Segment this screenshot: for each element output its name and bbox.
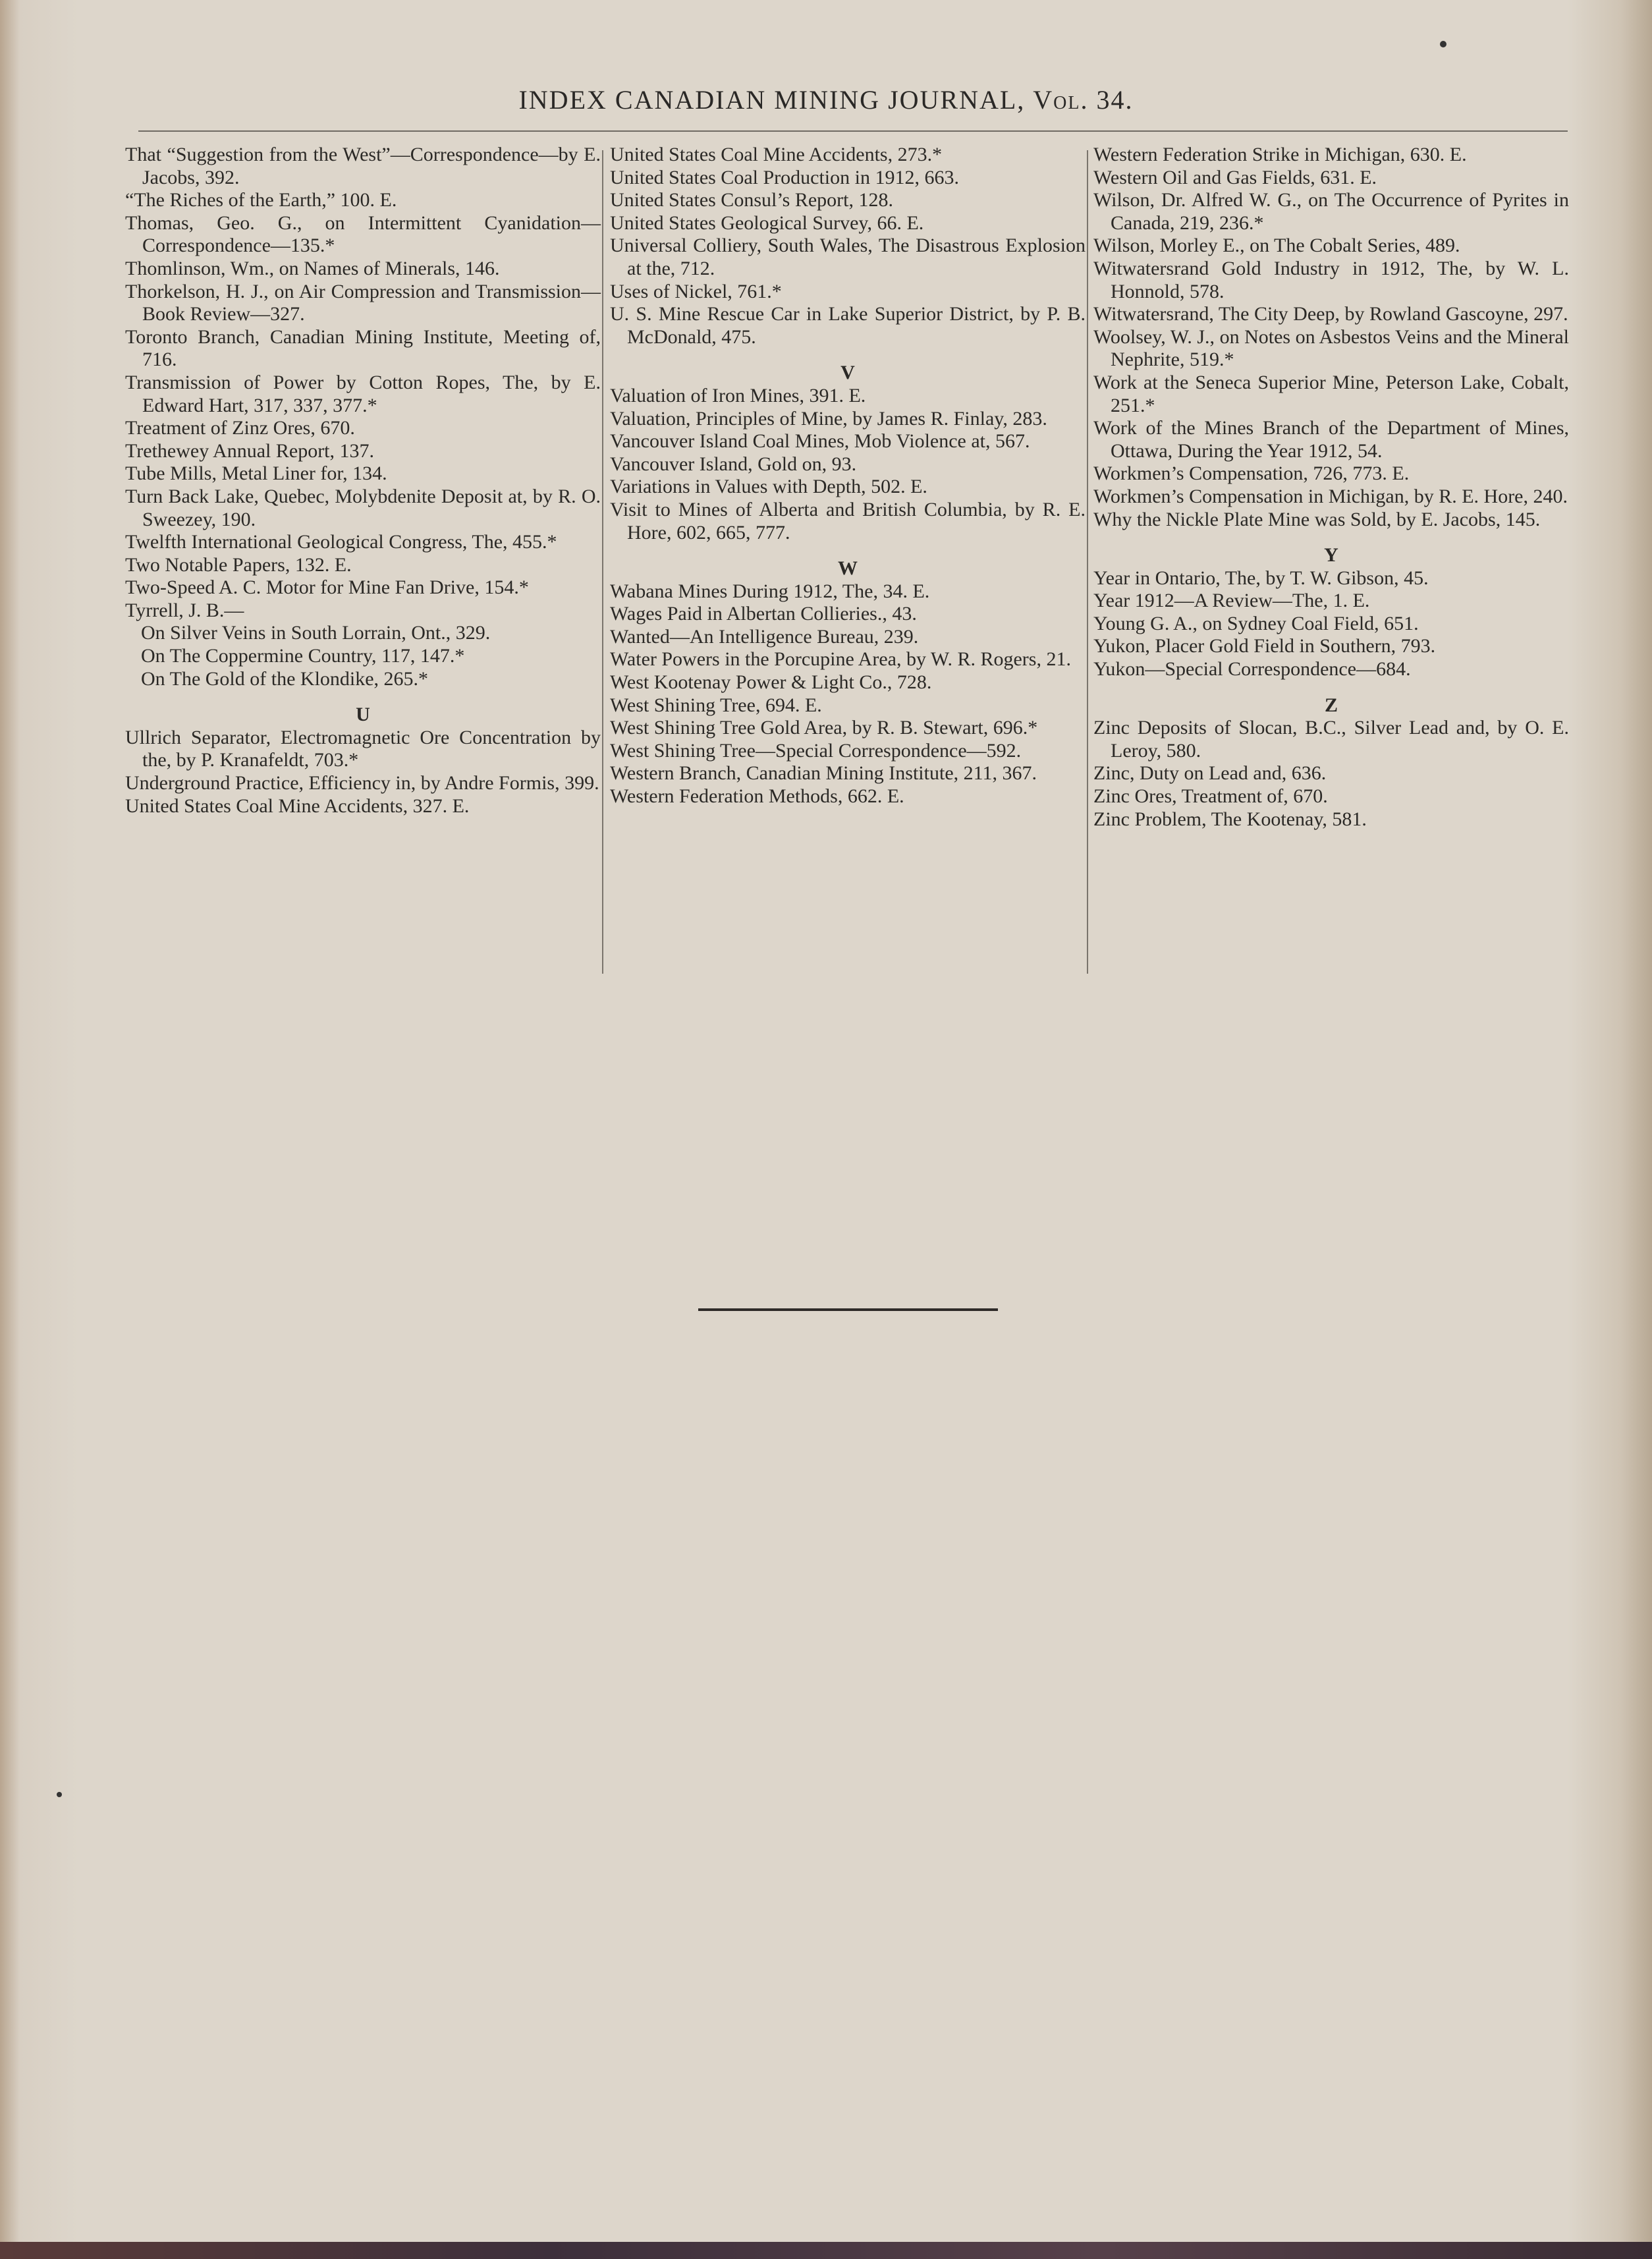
index-entry: Treatment of Zinz Ores, 670. [125, 417, 355, 439]
index-entry: “The Riches of the Earth,” 100. E. [125, 189, 397, 211]
index-entry: Western Federation Methods, 662. E. [610, 785, 904, 808]
index-entry: Tube Mills, Metal Liner for, 134. [125, 462, 387, 485]
index-entry: On Silver Veins in South Lorrain, Ont., 329. [141, 622, 491, 644]
index-entry: Zinc, Duty on Lead and, 636. [1093, 762, 1327, 785]
index-entry: United States Coal Production in 1912, 663. [610, 166, 959, 188]
index-entry: Wages Paid in Albertan Collieries., 43. [610, 603, 917, 625]
index-entry: United States Consul’s Report, 128. [610, 189, 893, 211]
index-entry: United States Coal Mine Accidents, 327. E. [125, 795, 470, 817]
index-entry: Two-Speed A. C. Motor for Mine Fan Drive, 154.* [125, 576, 529, 599]
index-entry: Thomas, Geo. G., on Intermittent Cyanidation—Correspondence—135.* [125, 211, 601, 257]
header-volume: Vol. 34. [1033, 85, 1134, 115]
index-entry: Wanted—An Intelligence Bureau, 239. [610, 625, 919, 648]
column-divider-1 [602, 150, 603, 974]
index-entry: On The Gold of the Klondike, 265.* [141, 667, 429, 690]
index-entry: Thorkelson, H. J., on Air Compression and Transmission—Book Review—327. [125, 280, 601, 325]
index-entry: Vancouver Island, Gold on, 93. [610, 453, 857, 475]
index-entry: Witwatersrand Gold Industry in 1912, The, by W. L. Honnold, 578. [1093, 257, 1569, 302]
index-entry: Why the Nickle Plate Mine was Sold, by E. Jacobs, 145. [1093, 508, 1541, 530]
index-entry: That “Suggestion from the West”—Correspondence—by E. Jacobs, 392. [125, 144, 601, 188]
index-entry: Tyrrell, J. B.— [125, 599, 244, 621]
index-entry: Universal Colliery, South Wales, The Disastrous Explosion at the, 712. [610, 235, 1086, 279]
index-column-1 [125, 144, 601, 818]
index-entry: Toronto Branch, Canadian Mining Institute, Meeting of, 716. [125, 325, 601, 371]
index-entry: Zinc Ores, Treatment of, 670. [1093, 785, 1328, 808]
index-entry: Vancouver Island Coal Mines, Mob Violence at, 567. [610, 430, 1030, 453]
section-letter: Z [1324, 694, 1338, 716]
index-entry: Visit to Mines of Alberta and British Columbia, by R. E. Hore, 602, 665, 777. [610, 498, 1086, 544]
index-entry: Year 1912—A Review—The, 1. E. [1093, 590, 1370, 612]
paper-speck [1440, 41, 1446, 47]
index-entry: Wilson, Morley E., on The Cobalt Series, 489. [1093, 235, 1460, 257]
index-entry: Work of the Mines Branch of the Department of Mines, Ottawa, During the Year 1912, 54. [1093, 417, 1569, 462]
page-header [0, 84, 1652, 115]
index-entry: Work at the Seneca Superior Mine, Peterson Lake, Cobalt, 251.* [1093, 371, 1569, 416]
index-entry: Trethewey Annual Report, 137. [125, 439, 375, 462]
index-entry: Yukon—Special Correspondence—684. [1093, 658, 1411, 681]
index-entry: West Shining Tree, 694. E. [610, 694, 822, 716]
index-entry: On The Coppermine Country, 117, 147.* [141, 645, 465, 667]
index-entry: Western Branch, Canadian Mining Institute, 211, 367. [610, 762, 1037, 785]
index-entry: United States Coal Mine Accidents, 273.* [610, 144, 943, 165]
index-entry: West Shining Tree—Special Correspondence—592. [610, 739, 1022, 762]
section-letter: V [840, 362, 855, 384]
paper-speck [57, 1792, 62, 1797]
index-entry: Workmen’s Compensation, 726, 773. E. [1093, 462, 1410, 485]
section-letter: Y [1324, 544, 1338, 567]
index-entry: Young G. A., on Sydney Coal Field, 651. [1093, 612, 1419, 634]
index-entry: Woolsey, W. J., on Notes on Asbestos Veins and the Mineral Nephrite, 519.* [1093, 325, 1569, 371]
index-entry: Western Oil and Gas Fields, 631. E. [1093, 166, 1377, 188]
index-entry: Year in Ontario, The, by T. W. Gibson, 45. [1093, 567, 1429, 589]
index-entry: Western Federation Strike in Michigan, 630. E. [1093, 144, 1467, 165]
index-entry: United States Geological Survey, 66. E. [610, 211, 924, 234]
index-entry: Twelfth International Geological Congress, The, 455.* [125, 531, 557, 553]
index-entry: Two Notable Papers, 132. E. [125, 553, 352, 576]
index-entry: Water Powers in the Porcupine Area, by W. R. Rogers, 21. [610, 648, 1071, 671]
index-entry: Turn Back Lake, Quebec, Molybdenite Deposit at, by R. O. Sweezey, 190. [125, 485, 601, 530]
index-entry: Zinc Problem, The Kootenay, 581. [1093, 808, 1367, 830]
index-entry: Variations in Values with Depth, 502. E. [610, 476, 927, 498]
book-edge [0, 2242, 1652, 2259]
header-title: INDEX CANADIAN MINING JOURNAL, [518, 85, 1026, 115]
index-entry: Valuation of Iron Mines, 391. E. [610, 384, 866, 406]
index-entry: Thomlinson, Wm., on Names of Minerals, 146. [125, 257, 500, 279]
section-letter: U [356, 704, 370, 726]
index-column-3 [1093, 144, 1569, 831]
index-entry: Witwatersrand, The City Deep, by Rowland Gascoyne, 297. [1093, 303, 1568, 325]
index-entry: West Kootenay Power & Light Co., 728. [610, 671, 932, 694]
index-entry: West Shining Tree Gold Area, by R. B. Stewart, 696.* [610, 717, 1038, 739]
column-divider-2 [1087, 150, 1088, 974]
index-entry: Workmen’s Compensation in Michigan, by R. E. Hore, 240. [1093, 485, 1568, 507]
index-entry: Ullrich Separator, Electromagnetic Ore Concentration by the, by P. Kranafeldt, 703.* [125, 726, 601, 771]
index-entry: Wilson, Dr. Alfred W. G., on The Occurrence of Pyrites in Canada, 219, 236.* [1093, 189, 1569, 234]
section-letter: W [838, 557, 858, 580]
header-rule [138, 130, 1568, 132]
index-entry: Transmission of Power by Cotton Ropes, The, by E. Edward Hart, 317, 337, 377.* [125, 371, 601, 416]
index-entry: Underground Practice, Efficiency in, by Andre Formis, 399. [125, 772, 599, 795]
index-entry: Valuation, Principles of Mine, by James R. Finlay, 283. [610, 407, 1047, 430]
end-of-index-rule [698, 1308, 998, 1311]
index-entry: Yukon, Placer Gold Field in Southern, 793. [1093, 635, 1436, 657]
index-entry: Wabana Mines During 1912, The, 34. E. [610, 580, 930, 602]
index-entry: U. S. Mine Rescue Car in Lake Superior District, by P. B. McDonald, 475. [610, 303, 1086, 348]
index-entry: Uses of Nickel, 761.* [610, 280, 782, 302]
index-column-2 [610, 144, 1086, 808]
index-entry: Zinc Deposits of Slocan, B.C., Silver Lead and, by O. E. Leroy, 580. [1093, 717, 1569, 762]
